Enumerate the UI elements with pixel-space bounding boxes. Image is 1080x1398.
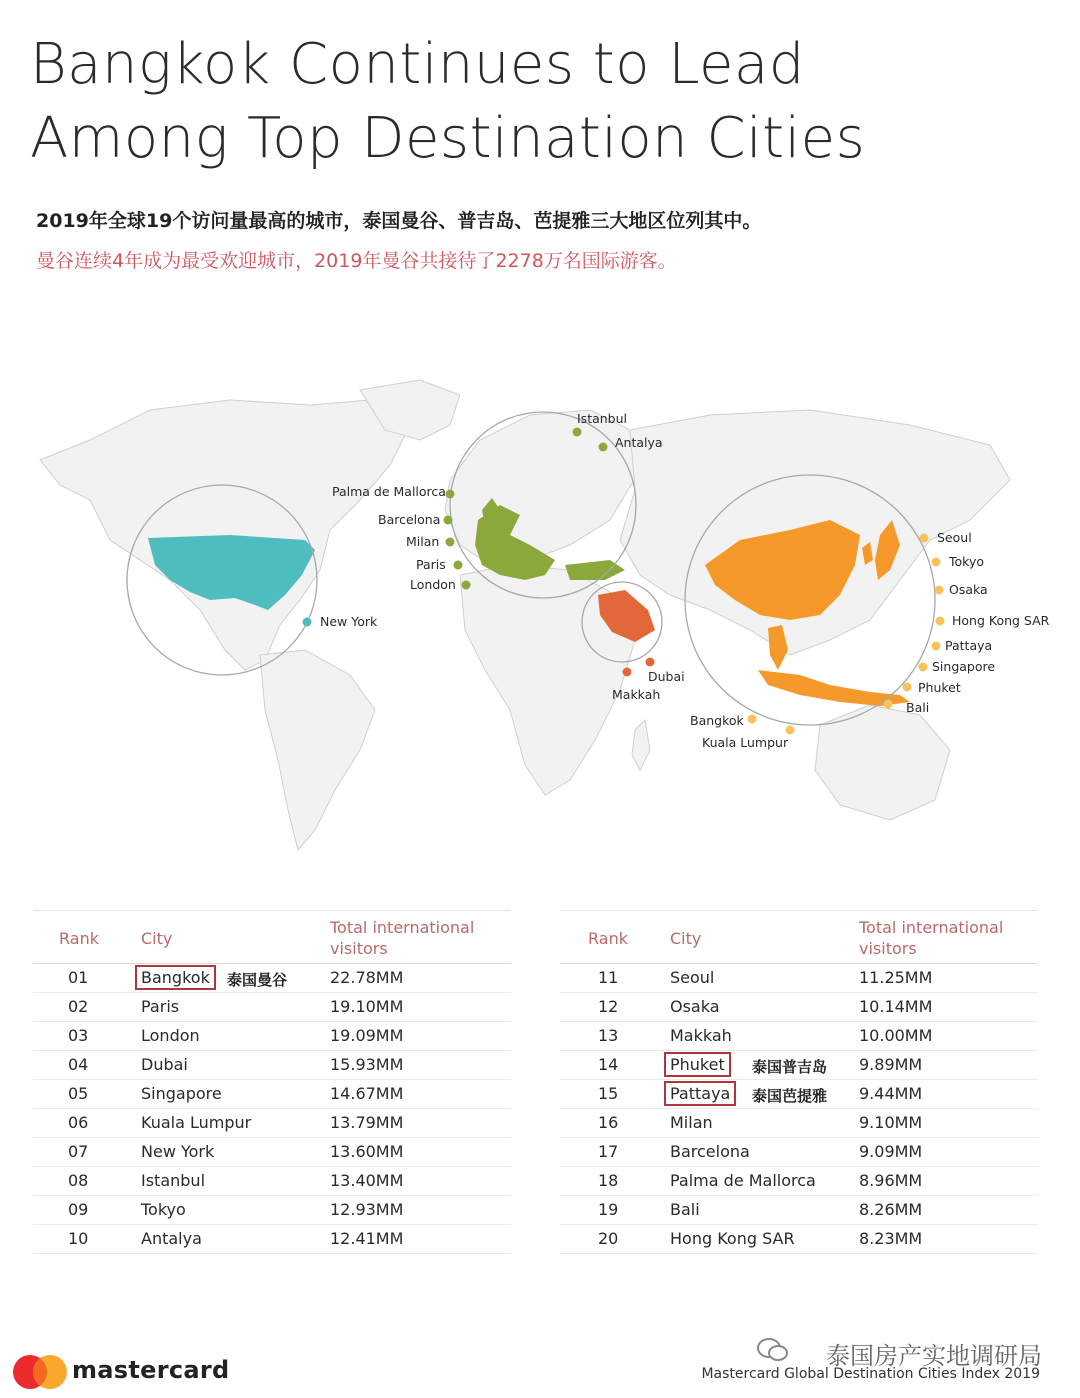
label-antalya: Antalya — [615, 435, 663, 450]
table-row — [560, 1225, 1038, 1254]
table-row — [560, 1051, 1038, 1080]
city-cell — [670, 1055, 728, 1075]
header-visitors — [330, 917, 474, 959]
dot-barcelona — [444, 516, 453, 525]
visitors-cell: 13.60MM — [330, 1142, 404, 1161]
label-seoul: Seoul — [937, 530, 972, 545]
visitors-cell: 13.79MM — [330, 1113, 404, 1132]
city-cell — [670, 1084, 733, 1104]
table-row — [33, 993, 511, 1022]
header-visitors-line-1: Total international — [330, 918, 475, 937]
visitors-cell: 13.40MM — [330, 1171, 404, 1190]
header-city: City — [141, 929, 173, 948]
chinese-city-note: 泰国芭提雅 — [752, 1087, 828, 1105]
label-kuala-lumpur: Kuala Lumpur — [702, 735, 789, 750]
label-bangkok: Bangkok — [690, 713, 744, 728]
visitors-cell: 9.89MM — [859, 1055, 923, 1074]
table-row — [33, 1167, 511, 1196]
dot-kuala-lumpur — [786, 726, 795, 735]
rank-cell: 06 — [68, 1113, 89, 1132]
rank-cell: 17 — [598, 1142, 619, 1161]
south-america — [260, 650, 375, 850]
table-row — [560, 1167, 1038, 1196]
city-cell — [670, 1200, 700, 1220]
visitors-cell: 11.25MM — [859, 968, 933, 987]
chinese-city-note: 泰国曼谷 — [227, 971, 288, 989]
table-row — [560, 993, 1038, 1022]
table-body — [560, 964, 1038, 1254]
rank-cell: 11 — [598, 968, 619, 987]
rank-cell: 05 — [68, 1084, 89, 1103]
city-cell — [141, 1229, 202, 1249]
rank-cell: 15 — [598, 1084, 619, 1103]
dot-osaka — [935, 586, 944, 595]
rank-cell: 01 — [68, 968, 89, 987]
city-cell — [141, 1142, 214, 1162]
city-cell — [670, 1229, 795, 1249]
dot-bali — [884, 700, 893, 709]
visitors-cell: 9.44MM — [859, 1084, 923, 1103]
page-title — [30, 28, 1030, 176]
wechat-icon — [756, 1336, 790, 1364]
city-cell — [141, 968, 213, 988]
rank-cell: 14 — [598, 1055, 619, 1074]
city-cell — [141, 1055, 188, 1075]
rank-cell: 19 — [598, 1200, 619, 1219]
label-osaka: Osaka — [949, 582, 988, 597]
rank-cell: 16 — [598, 1113, 619, 1132]
city-cell — [670, 1026, 732, 1046]
label-pattaya: Pattaya — [945, 638, 993, 653]
city-name: Bali — [670, 1200, 700, 1219]
ranking-table-left — [33, 910, 511, 1254]
label-palma: Palma de Mallorca — [332, 484, 446, 499]
dot-tokyo — [932, 558, 941, 567]
mastercard-logo-icon — [12, 1352, 68, 1392]
visitors-cell: 8.96MM — [859, 1171, 923, 1190]
label-paris: Paris — [416, 557, 446, 572]
city-name: Seoul — [670, 968, 715, 987]
ranking-table-right — [560, 910, 1038, 1254]
highlighted-city-name: Phuket — [667, 1055, 728, 1074]
table-row — [33, 1196, 511, 1225]
city-cell — [141, 1171, 205, 1191]
city-cell — [141, 997, 179, 1017]
city-name: Kuala Lumpur — [141, 1113, 252, 1132]
label-hong-kong: Hong Kong SAR — [952, 613, 1050, 628]
city-cell — [141, 1200, 186, 1220]
city-name: London — [141, 1026, 200, 1045]
mastercard-brand: mastercard — [72, 1356, 230, 1384]
city-cell — [141, 1084, 222, 1104]
highlighted-city-name: Pattaya — [667, 1084, 733, 1103]
visitors-cell: 10.00MM — [859, 1026, 933, 1045]
dot-antalya — [599, 443, 608, 452]
header-visitors-line-1: Total international — [859, 918, 1004, 937]
city-name: Milan — [670, 1113, 713, 1132]
table-row — [33, 1109, 511, 1138]
visitors-cell: 9.10MM — [859, 1113, 923, 1132]
city-name: Hong Kong SAR — [670, 1229, 795, 1248]
label-phuket: Phuket — [918, 680, 961, 695]
dot-bangkok — [748, 715, 757, 724]
source-note: Mastercard Global Destination Cities Index 2019 — [701, 1366, 1040, 1382]
label-dubai: Dubai — [648, 669, 685, 684]
header-visitors-line-2: visitors — [859, 939, 917, 958]
city-cell — [141, 1113, 251, 1133]
visitors-cell: 9.09MM — [859, 1142, 923, 1161]
visitors-cell: 19.09MM — [330, 1026, 404, 1045]
subtitle-summary: 2019年全球19个访问量最高的城市，泰国曼谷、普吉岛、芭提雅三大地区位列其中。 — [36, 210, 762, 232]
visitors-cell: 14.67MM — [330, 1084, 404, 1103]
header-city: City — [670, 929, 702, 948]
dot-london — [462, 581, 471, 590]
visitors-cell: 22.78MM — [330, 968, 404, 987]
subtitle-highlight: 曼谷连续4年成为最受欢迎城市，2019年曼谷共接待了2278万名国际游客。 — [36, 250, 677, 272]
dot-dubai — [646, 658, 655, 667]
label-bali: Bali — [906, 700, 930, 715]
city-name: Tokyo — [141, 1200, 186, 1219]
rank-cell: 18 — [598, 1171, 619, 1190]
city-cell — [141, 1026, 200, 1046]
chinese-city-note: 泰国普吉岛 — [752, 1058, 828, 1076]
visitors-cell: 10.14MM — [859, 997, 933, 1016]
label-barcelona: Barcelona — [378, 512, 441, 527]
rank-cell: 03 — [68, 1026, 89, 1045]
table-row — [33, 1051, 511, 1080]
header-rank: Rank — [588, 929, 628, 948]
rank-cell: 04 — [68, 1055, 89, 1074]
label-new-york: New York — [320, 614, 378, 629]
header-rank: Rank — [59, 929, 99, 948]
rank-cell: 08 — [68, 1171, 89, 1190]
dot-seoul — [920, 534, 929, 543]
table-row — [560, 1196, 1038, 1225]
visitors-cell: 19.10MM — [330, 997, 404, 1016]
city-name: Osaka — [670, 997, 720, 1016]
city-name: Palma de Mallorca — [670, 1171, 816, 1190]
table-row — [33, 964, 511, 993]
city-name: New York — [141, 1142, 215, 1161]
dot-hong-kong — [936, 617, 945, 626]
city-cell — [670, 997, 720, 1017]
city-name: Istanbul — [141, 1171, 206, 1190]
rank-cell: 10 — [68, 1229, 89, 1248]
label-istanbul: Istanbul — [577, 411, 628, 426]
city-cell — [670, 968, 714, 988]
dot-new-york — [303, 618, 312, 627]
rank-cell: 13 — [598, 1026, 619, 1045]
rank-cell: 02 — [68, 997, 89, 1016]
label-london: London — [410, 577, 456, 592]
dot-milan — [446, 538, 455, 547]
title-line-1: Bangkok Continues to Lead — [30, 32, 805, 97]
visitors-cell: 12.41MM — [330, 1229, 404, 1248]
city-name: Singapore — [141, 1084, 222, 1103]
watermark-text: 泰国房产实地调研局 — [826, 1342, 1042, 1370]
rank-cell: 09 — [68, 1200, 89, 1219]
visitors-cell: 12.93MM — [330, 1200, 404, 1219]
dot-pattaya — [932, 642, 941, 651]
table-row — [560, 1080, 1038, 1109]
city-cell — [670, 1113, 713, 1133]
rank-cell: 12 — [598, 997, 619, 1016]
land-masses — [40, 380, 1010, 850]
dot-singapore — [919, 663, 928, 672]
rank-cell: 20 — [598, 1229, 619, 1248]
table-row — [33, 1080, 511, 1109]
city-name: Makkah — [670, 1026, 732, 1045]
dot-istanbul — [573, 428, 582, 437]
label-makkah: Makkah — [612, 687, 661, 702]
table-row — [560, 1109, 1038, 1138]
visitors-cell: 8.26MM — [859, 1200, 923, 1219]
dot-paris — [454, 561, 463, 570]
table-header — [560, 910, 1038, 964]
city-name: Paris — [141, 997, 180, 1016]
table-header — [33, 910, 511, 964]
city-cell — [670, 1142, 750, 1162]
table-row — [560, 964, 1038, 993]
city-name: Dubai — [141, 1055, 188, 1074]
label-tokyo: Tokyo — [949, 554, 984, 569]
table-row — [33, 1022, 511, 1051]
label-singapore: Singapore — [932, 659, 996, 674]
europe — [445, 410, 640, 565]
city-name: Barcelona — [670, 1142, 750, 1161]
dot-phuket — [903, 683, 912, 692]
city-name: Antalya — [141, 1229, 202, 1248]
table-body — [33, 964, 511, 1254]
dot-makkah — [623, 668, 632, 677]
world-map — [30, 370, 1050, 870]
dot-palma — [446, 490, 455, 499]
table-row — [33, 1138, 511, 1167]
visitors-cell: 15.93MM — [330, 1055, 404, 1074]
label-milan: Milan — [406, 534, 440, 549]
rank-cell: 07 — [68, 1142, 89, 1161]
highlighted-city-name: Bangkok — [138, 968, 213, 987]
table-row — [560, 1138, 1038, 1167]
header-visitors-line-2: visitors — [330, 939, 388, 958]
title-line-2: Among Top Destination Cities — [30, 106, 866, 171]
north-america — [40, 400, 410, 670]
visitors-cell: 8.23MM — [859, 1229, 923, 1248]
city-cell — [670, 1171, 816, 1191]
header-visitors — [859, 917, 1003, 959]
table-row — [33, 1225, 511, 1254]
madagascar — [632, 720, 650, 770]
table-row — [560, 1022, 1038, 1051]
